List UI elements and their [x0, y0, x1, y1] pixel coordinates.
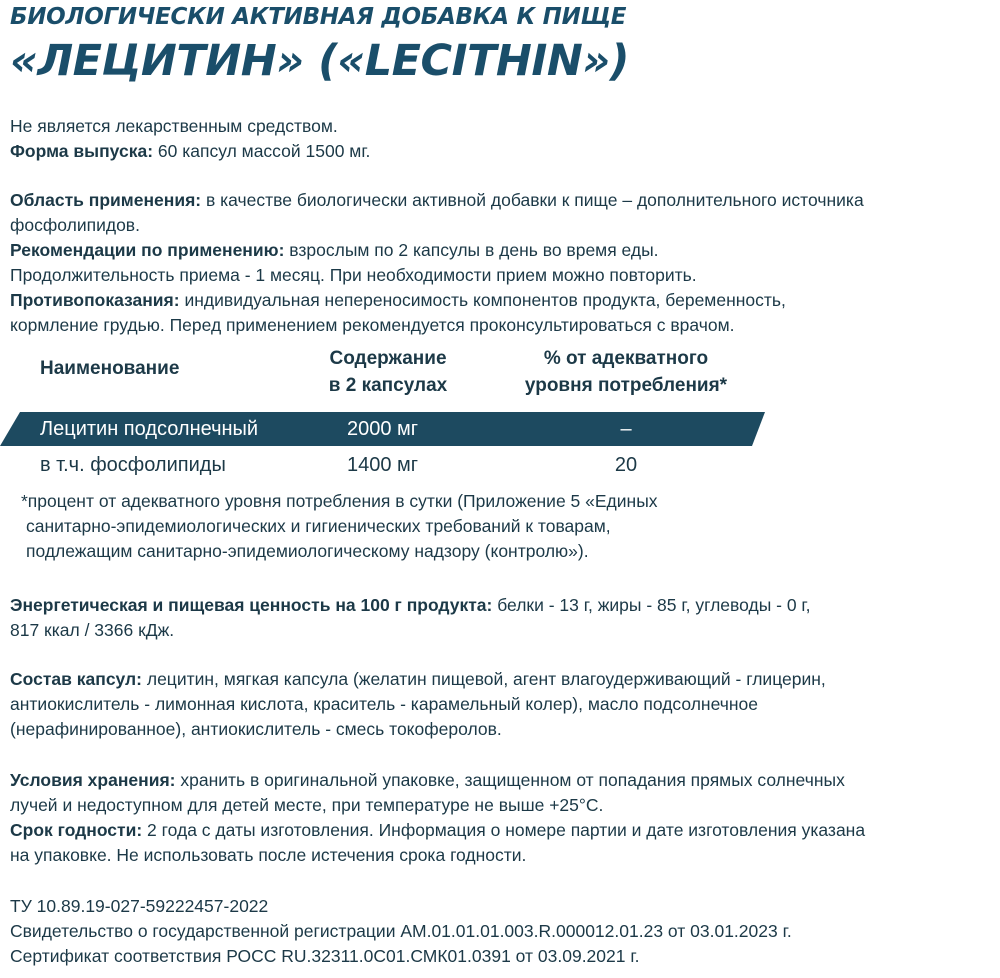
- table-row-2-amount: 1400 мг: [347, 454, 419, 476]
- table-footnote-line1: *процент от адекватного уровня потребления в сутки (Приложение 5 «Единых: [21, 491, 658, 511]
- recommendations: [10, 238, 659, 262]
- recommendations-label: Рекомендации по применению:: [10, 240, 285, 260]
- intake-duration: Продолжительность приема - 1 месяц. При необходимости прием можно повторить.: [10, 265, 697, 285]
- conformity-certificate: Сертификат соответствия РОСС RU.32311.0C01.СМК01.0391 от 03.09.2021 г.: [10, 946, 640, 966]
- application-area-cont: фосфолипидов.: [10, 215, 140, 235]
- not-drug-note: Не является лекарственным средством.: [10, 116, 338, 136]
- table-footnote-line3: подлежащим санитарно-эпидемиологическому надзору (контролю»).: [26, 541, 589, 561]
- composition: [10, 667, 826, 691]
- shelf-life-cont: на упаковке. Не использовать после истечения срока годности.: [10, 845, 527, 865]
- application-area-label: Область применения:: [10, 190, 202, 210]
- energy-value-text: белки - 13 г, жиры - 85 г, углеводы - 0 г,: [492, 595, 811, 615]
- product-category-title: БИОЛОГИЧЕСКИ АКТИВНАЯ ДОБАВКА К ПИЩЕ: [10, 4, 627, 30]
- contraindications-label: Противопоказания:: [10, 290, 180, 310]
- application-area-value: в качестве биологически активной добавки к пище – дополнительного источника: [201, 190, 864, 210]
- shelf-life: [10, 818, 865, 842]
- release-form-value: 60 капсул массой 1500 мг.: [153, 141, 371, 161]
- contraindications-value: индивидуальная непереносимость компонентов продукта, беременность,: [179, 290, 786, 310]
- product-name-title: «ЛЕЦИТИН» («LECITHIN»): [10, 36, 629, 86]
- contraindications-cont: кормление грудью. Перед применением рекомендуется проконсультироваться с врачом.: [10, 315, 735, 335]
- table-header-content-line2: в 2 капсулах: [328, 375, 448, 396]
- energy-value-cont: 817 ккал / 3366 кДж.: [10, 620, 175, 640]
- storage-conditions-value: хранить в оригинальной упаковке, защищенном от попадания прямых солнечных: [175, 770, 845, 790]
- state-registration: Свидетельство о государственной регистрации AM.01.01.01.003.R.000012.01.23 от 03.01.2023 г.: [10, 921, 792, 941]
- table-row-1-amount: 2000 мг: [347, 418, 419, 440]
- table-footnote-line2: санитарно-эпидемиологических и гигиенических требований к товарам,: [26, 516, 611, 536]
- composition-value: лецитин, мягкая капсула (желатин пищевой, агент влагоудерживающий - глицерин,: [142, 669, 826, 689]
- table-row-1-percent: –: [620, 418, 632, 440]
- shelf-life-label: Срок годности:: [10, 820, 143, 840]
- storage-conditions-cont: лучей и недоступном для детей месте, при температуре не выше +25°С.: [10, 795, 604, 815]
- table-header-percent: [496, 345, 756, 399]
- table-header-content-line1: Содержание: [329, 348, 447, 369]
- contraindications: [10, 288, 786, 312]
- composition-label: Состав капсул:: [10, 669, 142, 689]
- recommendations-value: взрослым по 2 капсулы в день во время еды.: [284, 240, 659, 260]
- release-form-label: Форма выпуска:: [10, 141, 154, 161]
- table-row-2-percent: 20: [614, 454, 638, 476]
- composition-cont-2: (нерафинированное), антиокислитель - смесь токоферолов.: [10, 719, 502, 739]
- energy-value: [10, 593, 811, 617]
- composition-cont-1: антиокислитель - лимонная кислота, краситель - карамельный колер), масло подсолнечное: [10, 694, 758, 714]
- technical-conditions: ТУ 10.89.19-027-59222457-2022: [10, 896, 269, 916]
- release-form: [10, 139, 370, 163]
- table-header-content: [288, 345, 488, 399]
- shelf-life-value: 2 года с даты изготовления. Информация о номере партии и дате изготовления указана: [142, 820, 866, 840]
- table-row-2-name: в т.ч. фосфолипиды: [40, 454, 226, 476]
- storage-conditions: [10, 768, 845, 792]
- table-header-name: Наименование: [40, 358, 180, 379]
- energy-value-label: Энергетическая и пищевая ценность на 100 г продукта:: [10, 595, 493, 615]
- application-area: [10, 188, 864, 212]
- table-header-percent-line2: уровня потребления*: [524, 375, 728, 396]
- table-row-1-name: Лецитин подсолнечный: [40, 418, 259, 440]
- storage-conditions-label: Условия хранения:: [10, 770, 176, 790]
- table-header-percent-line1: % от адекватного: [543, 348, 709, 369]
